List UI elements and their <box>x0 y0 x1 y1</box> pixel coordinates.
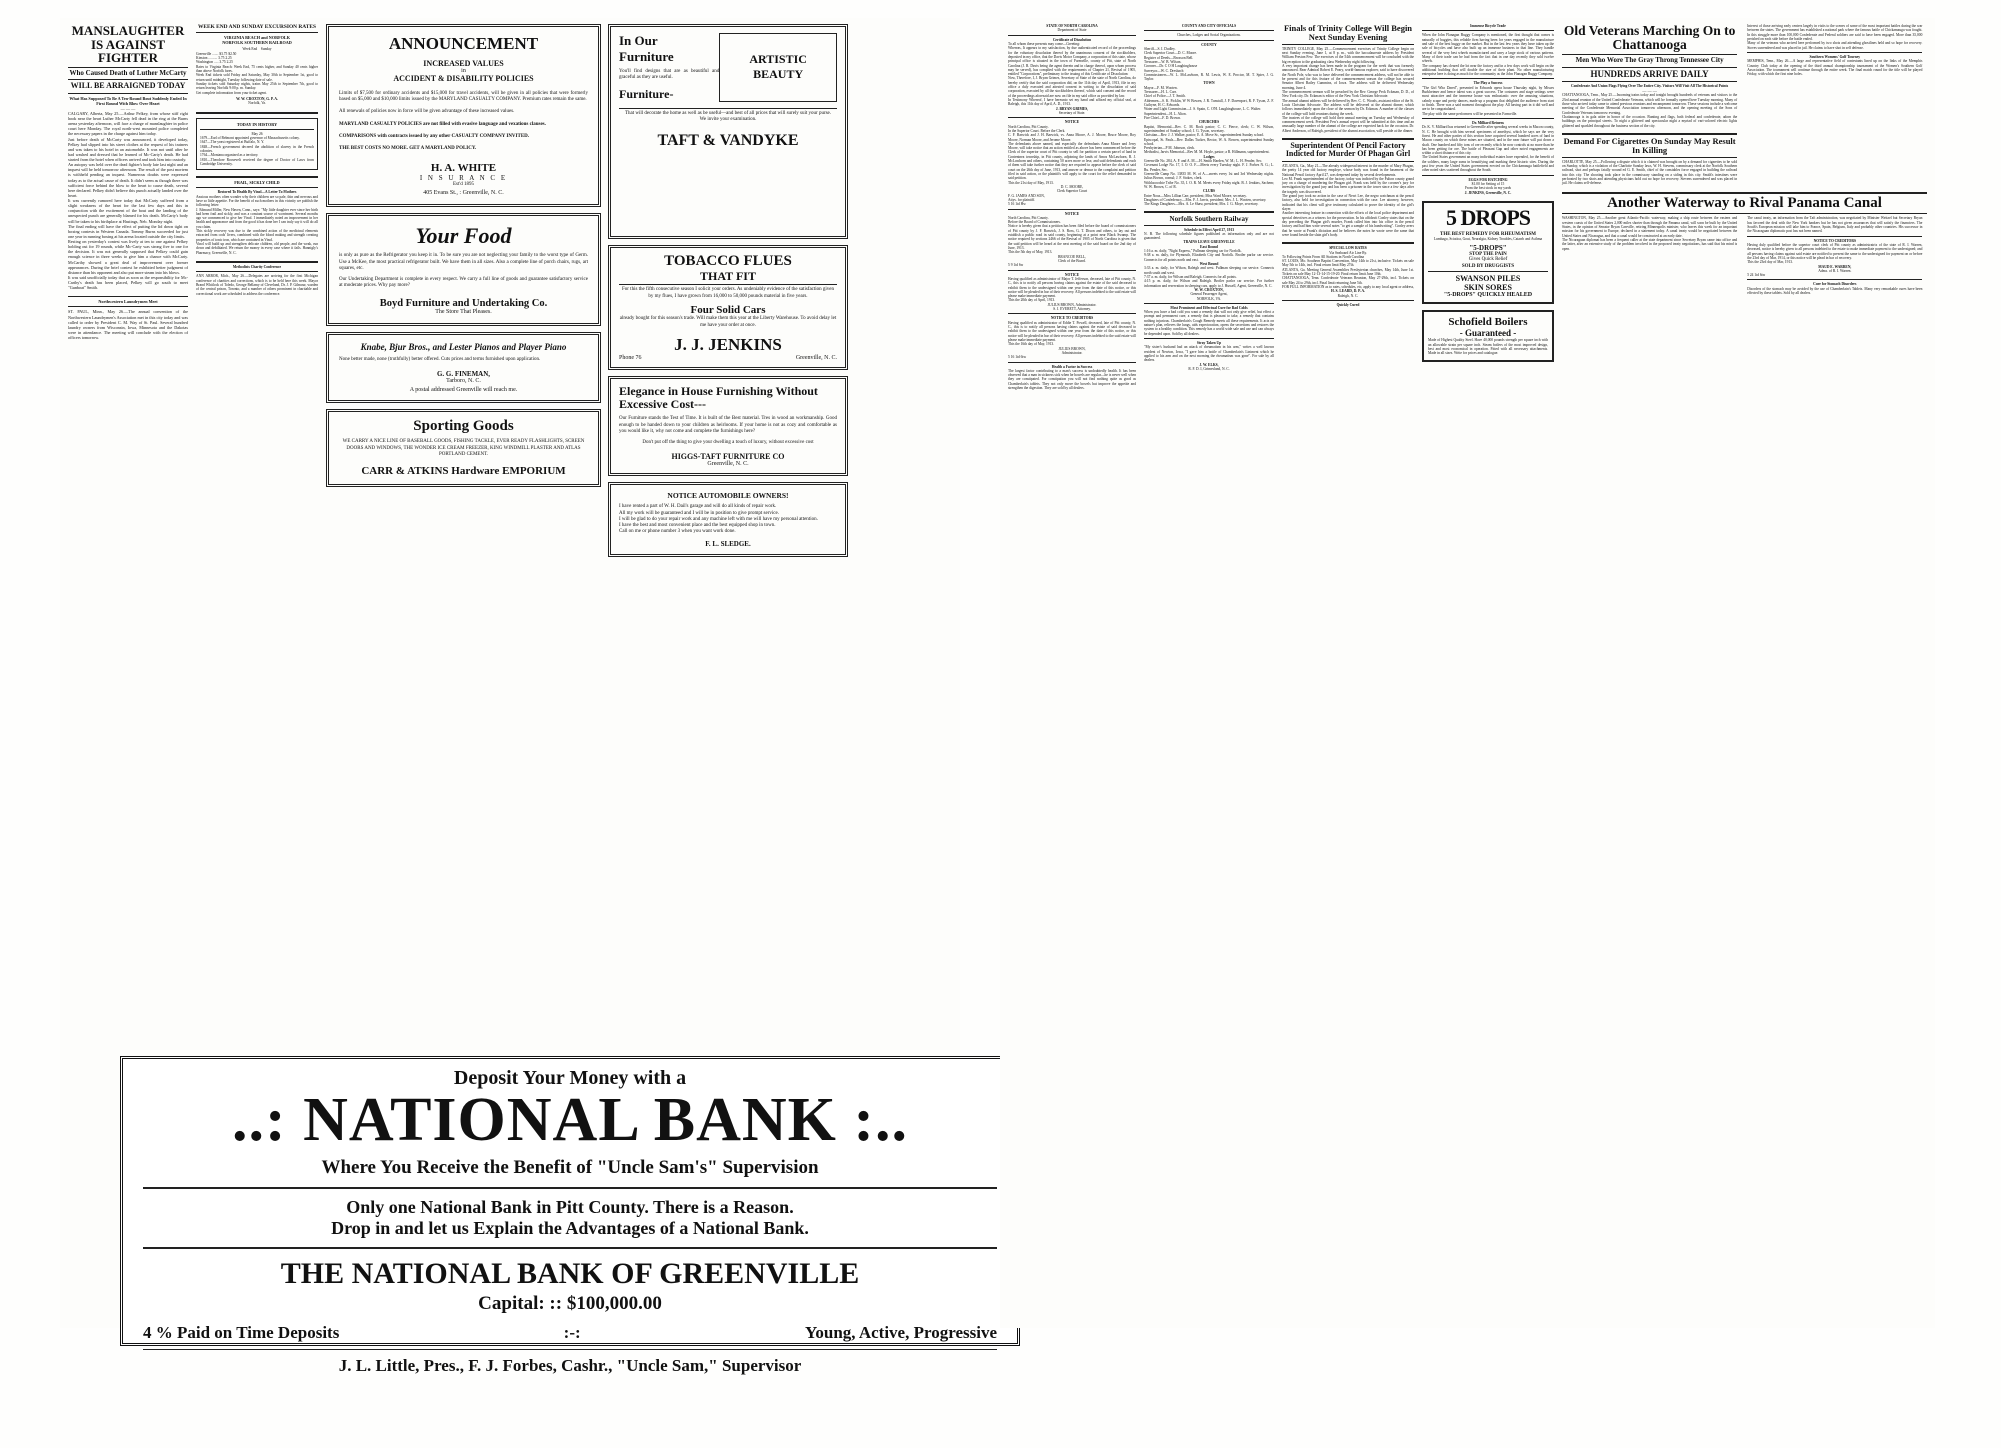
cert-head: Certificate of Dissolution <box>1052 37 1092 42</box>
notice2-sub: North Carolina, Pitt County. <box>1008 215 1049 220</box>
notice1-head: NOTICE <box>1064 120 1080 125</box>
united-p: The United States government an many individual estates have expended, for the benefit of the soldiers, many large sums in beautifying and marking these historic sites. During the past few years the United States government erected on the Chickamauga battlefield and other noted sites scattered throughout the South. <box>1422 155 1554 173</box>
creditors-p: Having duly qualified before the superior court clerk of Pitt county as administratrix of the state of R. I. Warren, deceased, notice is hereby given to all persons indebted to the estate to make immediate payment to the undersigned; and all persons having claims against said estate are notified to present the same to the undersigned for payment on or before the 23rd day of Mar, 1914, or this notice will be plead in bar of recovery. <box>1747 242 1923 260</box>
health-head: Health a Factor in Success <box>1051 364 1093 369</box>
notice1-sig3: F. G. JAMES AND SON, <box>1008 193 1045 198</box>
creditors-sig: MAUD E. WARREN, <box>1818 264 1852 269</box>
ad-auto-p5: Call on me or phone number 3 when you want work done. <box>619 529 736 535</box>
creditors-sig2: Admx. of R. I. Warren. <box>1818 268 1852 273</box>
vinol-sub: Restored To Health By Vinol—A Letter To Mothers <box>217 190 297 195</box>
lodge-item: Greenville Camp No. 13835 M. W. of A.—meets every 1st and 3rd Wednesday nights. Julius Brown, consul; J. F. Stokes, clerk. <box>1144 172 1274 181</box>
veterans-deck: Confederate And Union Flags Flying Over The Entire City. Visitors Will Visit All The Historical Points <box>1571 84 1729 89</box>
ad-fineman-pianos[interactable] <box>326 332 601 403</box>
ad-agent-line: I N S U R A N C E <box>419 174 508 183</box>
eggs-price: $1.00 for Setting of 15 <box>1471 182 1505 186</box>
ad-elegance-p2: Don't put off the thing to give your dwelling a touch of luxury, without excessive cost <box>642 440 814 446</box>
ad-elegance-p1: Our Furniture stands the Test of Time. It is built of the Best material. Tres in wood an workmanship. Good enough to be handed down to your children as heirlooms. If your home is not as cozy and comfortable as you would like it, why not come and complete the furnishings here? <box>619 416 837 434</box>
veterans-sub2: HUNDREDS ARRIVE DAILY <box>1590 68 1709 79</box>
veterans-p4: Many of the veterans who arrived here performed by two shots and attending ghostlines held and so hope for recovery. Stoves surrendered and was placed in jail. He claims to have shot in self defense. <box>1747 41 1923 50</box>
county-item: Sheriff—S. I. Dudley. <box>1144 46 1176 51</box>
ad-sledge-garage[interactable] <box>608 482 848 556</box>
ad-auto-title: NOTICE AUTOMOBILE OWNERS! <box>667 491 789 501</box>
pencil-p2: Leo M. Frank superintendent of the factory, today was indicted by the Fulton county grand jury on a charge of murdering the Phagan girl. Frank was held by the coroner's jury for investigation by the grand jury and has been a prisoner in the tower since a few days after the tragedy was discovered. <box>1282 176 1414 194</box>
right-column-5: Old Veterans Marching On to Chattanooga Men Who Wore The Gray Throng Tennessee City HUNDREDS ARRIVE DAILY Confederate And Union Flags Flying Over The Entire City. Visitors Will Visit All The Historical Points — — — CHATTANOOGA, Tenn., May 25.—Incoming trains today and tonight brought hundreds of veterans and visitors to the 23rd annual reunion of the United Confederate Veterans, which will be formally opened here Tuesday morning. Many of those who arrived today came to attend previous reunions and encampment tomorrow. These sessions include a welcome meeting of the Confederate Memorial Association tomorrow afternoon, and the opening meeting of the Sons of Confederate Veterans tomorrow evening. Chattanooga is in gala attire in honor of the occasion. Bunting and flags, both federal and confederate, adorn the buildings on the principal streets. To night a glittered and spectacular night a myriad of vari-colored electric lights glittered and sparkled throughout the business section of the city. Demand For Cigarettes On Sunday May Result In Killing CHARLOTTE, May 25.—Following a dispute which it is claimed was brought on by a demand for cigarettes to be sold on Sunday, which is a violation of the Charlotte Sunday laws, W. H. Stevens, commissary clerk at the Norfolk Southern railroad, shot and perhaps fatally wound ed G. E. Smith, chief of the constables force engaged in building the railroad into this city. The shooting took place in the commissary standing on a siding in this city. Smith's intestines were perforated by two shots and attending physicians hold out no hope for recovery. Stevens surrendered and was placed in jail. He claims self-defense. Interest of those arriving early centers largely in visits to the scenes of some of the most important battles during the war between the states. The government has established a national park where the famous battle of Chickamauga was fought. In this struggle more than 100,000 Confederate and Federal soldiers are said to have been engaged. More than 35,000 perished on each side before the battle ended. Many of the veterans who arrived here performed by two shots and attending ghostlines held and so hope for recovery. Stoves surrendered and was placed in jail. He claims to have shot in self defense. Southern Womens' Golf Tourney MEMPHIS, Tenn., May 26.—A large and representative field of contestants lined up on the links of the Memphis Country Club today at the opening of the third annual championship tournament of the Women's Southern Golf Association. The tournament will continue through the entire week. The final match round for the title will be played Friday, with which the first nine holes. Another Waterway to Rival Panama Canal WASHINGTON, May 25.—Another great Atlantic-Pacific waterway, making a ship route between the eastern and western coasts of the United States 2,000 miles shorter than through the Panama canal, will soon be built by the United States, in the opinion of Senator Bryan Carrville, retiring Minneapolis minister, who leaves this week for an important mission for his government to Europe, declared in a statement today. A canal treaty would be negotiated between the United States and Nicaragua, and that a canal would be constructed at an early date. The Nicaraguan diplomat has been a frequent caller at the state department since Secretary Bryan came into office and the latter, after an extensive study of the problem involved in the proposed treaty negotiations, has said that his mind is open. The canal treaty, an information from the Taft administration, was negotiated by Minister Weitzel but Secretary Bryan has favored the deal with the New York bankers but he has not given assurances that will satisfy the financiers. The South's European mission will take him to France, Spain, Belgium, Italy and probably other countries. His successor in the Nicaraguan diplomatic post has not been named. NOTICE TO CREDITORS Having duly qualified before the superior court clerk of Pitt county as administratrix of the state of R. I. Warren, deceased, notice is hereby given to all persons indebted to the estate to make immediate payment to the undersigned; and all persons having claims against said estate are notified to present the same to the undersigned for payment on or before the 23rd day of Mar, 1914, or this notice will be plead in bar of recovery. This the 23rd day of Mar, 1913. MAUD E. WARREN, Admx. of R. I. Warren. 5 24 1td 6tw Cure for Stomach Disorders Disorders of the stomach may be avoided by the use of Chamberlain's Tablets. Many very remarkable cures have been effected by these tablets. Sold by all dealers. <box>1562 24 1927 1324</box>
railway-sig2: General Passenger Agent, <box>1190 292 1228 297</box>
cert-sig2: Secretary of State. <box>1058 110 1086 115</box>
notice1-p2: The defendants above named, and especially the defendants Anna Moore and Jerry Moore, will take notice that an action entitled as above has been commenced before the Clerk of the superior court of Pitt county to sell for partition a certain parcel of land in Contentnea township, in Pitt county, adjoining the lands of Amos McLawhorn, R. J. McLawhorn and others, containing 50 acres more or less; and said defendants and each of them will take further notice that they are required to appear before the clerk of said court on the 26th day of June, 1913, and answer or demur to the complaint and petition filed in said action, or the plaintiffs will apply to the court for the relief demanded in said petition. <box>1008 141 1136 181</box>
play-p1: "The Girl Who Dared", presented in Edwards opera house Thursday night, by Misses Burkheimer and hence talent was a great success. The costumes and stage settings were most attractive and the immense house was enthusiastic over the amusing situations, calmly scape and pretty dances, made up a program that delighted the audience from start to finish. There was a said moment throughout the play. All having part in it did well and are to be congratulated. <box>1422 85 1554 112</box>
notice4-dt: 5 16 1td 6tw <box>1008 355 1027 360</box>
notice3-p: Having qualified as administrator of Major T. Jefferson, deceased, late of Pitt county, N. C., this is to notify all persons having claims against the estate of the said deceased to exhibit them to the undersigned within one year from the date of this notice, or this notice will be pleaded in bar of their recovery. All persons indebted to the said estate will please make immediate payment. <box>1008 276 1137 299</box>
history-item: 1764—Montana organized as a territory. <box>200 153 259 158</box>
notice2-head: NOTICE <box>1064 211 1080 216</box>
ad-para-3: MARYLAND CASUALTY POLICIES are not filled with evasive language and vexatious clauses. <box>339 121 546 127</box>
notice3-sig2: S. J. EVERETT, Attorney. <box>1053 307 1091 312</box>
officials-head: COUNTY AND CITY OFFICIALS <box>1181 24 1237 28</box>
vinol-p3: This sickly recovery was due to the combined action of the medicinal elements extracted from cods' livers, combined with the blood making and strength creating properties of tonic iron, which are contained in Vinol. <box>196 229 318 242</box>
fare-table-head: Week End Sunday <box>242 47 272 52</box>
church-item: Presbyterian—P M. Johnson, clerk. <box>1144 146 1195 151</box>
county-item: Register of Deeds—Broxson Bell. <box>1144 55 1194 60</box>
railway-head: Norfolk Southern Railway <box>1169 214 1249 223</box>
waterway-p2: The Nicaraguan diplomat has been a frequent caller at the state department since Secretary Bryan came into office and the latter, after an extensive study of the problem involved in the proposed treaty negotiations, has said that his mind is open. <box>1562 237 1738 251</box>
health-p: The largest factor contributing to a man's success is undoubtedly health. It has been observed that a man in sickness sick when he bowels are regular—he is never well when they are constipated. For constipation you will not find nothing quite as good as Chamberlain's tablets. They not only move the bowels but improve the appetite and strengthen the digestion. They are sold by all dealers. <box>1008 368 1136 391</box>
ad-auto-p1: I have rented a part of W. H. Dail's garage and will do all kinds of repair work. <box>619 504 777 510</box>
bicycle-p1: When the John Flanagan Buggy Company is mentioned, the first thought that comes is naturally of buggies, this reliable firm having been for years engaged in the manufacture and sale of the best buggy on the market. But in the last few years they have taken up the sale of bicycles and have also built up an immense business in that line. They handle several of the very best wheels manufactured and carry a large stock of various patterns. Many of their trade can be had from the fact that in one day recently they sold twelve wheels. <box>1422 33 1554 64</box>
five-drops-tag: "5-DROPS" <box>1469 244 1507 253</box>
excursion-sub2: NORFOLK SOUTHERN RAILROAD <box>222 40 292 46</box>
vinol-p1: Anxious mothers often wonder why their children are so pale, thin and nervous and have so little appetite. For the benefit of such mothers in this vicinity we publish the following letter: <box>196 194 318 208</box>
stomach-p: Disorders of the stomach may be avoided by the use of Chamberlain's Tablets. Many very remarkable cures have been effected by these tablets. Sold by all dealers. <box>1747 286 1923 296</box>
play-head: The Play a Success <box>1473 81 1503 86</box>
ad-jenkins-flues[interactable] <box>608 245 848 370</box>
railway-west-item: 4:15 p. m. daily, for Wilson and Raleigh. Broiler parlor car service. For further information and reservation in sleeping cars, apply to J. Hussell, Agent, Greenville, N. C. <box>1144 279 1274 288</box>
ad-piano-p: None better made, none (truthfully) better offered. Cuts prices and terms furnished upon application. <box>339 357 541 363</box>
church-item: Methodist, Jarvis Memorial—Rev M. M. Hoyle, pastor; a R. Hillmann, superintendent. <box>1144 150 1270 155</box>
ad-flues-cars: Four Solid Cars <box>690 303 766 316</box>
ad-para-5: THE BEST COSTS NO MORE. GET A MARYLAND POLICY. <box>339 146 477 152</box>
lodge-item: Covenant Lodge No. 17, I. O. O. F.—Meets every Tuesday night. F. J. Forbes N. G.; L. Ru. Pender, Sec. <box>1144 163 1274 172</box>
ad-piano-title: Knabe, Bjur Bros., and Lester Pianos and Player Piano <box>360 341 567 352</box>
special-rate-item: ATLANTA, Ga. Meeting General Assemblies Presbyterian churches, May 14th, June 1st. Tickets on sale May 12-13-14-15-19-20. Final return limit June 10th. <box>1282 267 1414 277</box>
railway-sub: Schedule in Effect April 27, 1913 <box>1183 227 1235 232</box>
fare-note-4: Get complete information from your ticket agent. <box>196 90 267 95</box>
left-column-3 <box>326 24 601 1034</box>
bank-divider: :-: <box>563 1323 581 1343</box>
stray-sig2: R. F. D. I, Grimesland, N. C. <box>1188 366 1230 371</box>
cold-p: When you have a bad cold you want a remedy that will not only give relief, but effect a prompt and permanent cure, a remedy that is pleasant to take, a remedy that contains nothing injurious. Chamberlain's Cough Remedy meets all these requirements. It acts on nature's plan, relieves the lungs, aids expectoration, opens the secretions and restores the system to a healthy condition. This remedy has a world wide sale and use and can always be depended upon. Sold by all dealers. <box>1144 310 1274 336</box>
railway-east-item: 1:16 a. m. daily, "Night Express," Pullman sleeping car for Norfolk. <box>1144 249 1242 254</box>
cert-p1: To all whom these presents may come—Greeting: <box>1008 41 1081 46</box>
boiler-guarantee: - Guaranteed - <box>1459 328 1517 339</box>
bank-name: THE NATIONAL BANK OF GREENVILLE <box>280 1257 860 1291</box>
ad-elegance-title: Elegance in House Furnishing Without Excessive Cost--- <box>619 383 818 412</box>
bank-officers: J. L. Little, Pres., F. J. Forbes, Cashr., "Uncle Sam," Supervisor <box>338 1356 802 1376</box>
county-item: Commissioners—W. L. McLawhorn, R. M. Lewis, W. E. Proctor, M. T. Spier, J. G. Taylor. <box>1144 72 1274 82</box>
left-column-4 <box>608 24 848 1034</box>
artistic-word: ARTISTIC <box>749 52 807 66</box>
notice4-date: This the 16th day of May, 1913. <box>1008 342 1055 347</box>
fare-row: Greenville ....... $3.75 $2.50 <box>196 51 237 56</box>
today-history-date: May 26 <box>251 131 263 136</box>
ad-flues-p1: For this the fifth consecutive season I solicit your orders. As undeniably evidence of the satisfaction given by my flues, I have grown from 16,000 to 50,000 pounds material in five years. <box>621 287 835 299</box>
stray-p: "My sister's husband had an attack of rheumatism in his arm," writes a well known resident of Newton, Iowa, "I gave him a bottle of Chamberlain's Liniment which he applied to his arm and on the next morning the rheumatism was gone". For sale by all dealers. <box>1144 345 1274 363</box>
notice3-date: This the 20th day of April, 1913. <box>1008 298 1056 303</box>
notice2-date: This the 5th day of May, 1913. <box>1008 250 1053 255</box>
railway-sig3: NORFOLK, VA. <box>1196 296 1222 301</box>
pencil-p3: The grand jury took no action in the case of Newt Lee, the negro watchman at the pencil factory, also held for investigation in connection with the case. Lee attorney, however, indicated that his client will give testimony calculated to prove the identity of the girl's slayer. <box>1282 194 1414 211</box>
notice3-head: NOTICE <box>1064 272 1080 277</box>
church-item: Episcopal, St. Pauls—Rev. Dallas Tucker, Rector, W. A. Bowen, superintendent Sunday school. <box>1144 137 1274 146</box>
ad-sporting-title: Sporting Goods <box>413 417 514 434</box>
right-column-4 <box>1422 24 1554 1324</box>
notice4-p: Having qualified as administrator of Eddie T. Powell, deceased, late of Pitt county, N. C., this is to notify all persons having claims against the estate of said deceased to exhibit them to the undersigned within one year from the date of this notice, or this notice will be pleaded in bar of their recovery. All persons indebted to the said estate will please make immediate payment. <box>1008 320 1137 342</box>
history-item: 1848—French government decreed the abolition of slavery in the French colonies. <box>200 144 314 153</box>
ad-furn-line3: Furniture- <box>619 87 674 101</box>
waterway-head: Another Waterway to Rival Panama Canal <box>1607 194 1882 211</box>
excursion-head: WEEK END AND SUNDAY EXCURSION RATES <box>198 24 316 30</box>
history-item: 1647—The yeast registered at Buffalo, N. Y. <box>200 140 265 145</box>
ad-food-p2: Our Undertaking Department is complete in every respect. We carry a full line of goods and guarantee satisfactory service at moderate prices. Why pay more? <box>339 277 588 289</box>
church-item: Christian—Rev. J. J. Walker, pastor; E. A. Move Sr., superintendent Sunday school. <box>1144 133 1265 138</box>
five-drops-tag3: Gives Quick Relief <box>1468 257 1508 263</box>
bank-capital: Capital: :: $100,000.00 <box>478 1293 662 1315</box>
ad-jenkins-phone: Phone 76 <box>619 354 642 361</box>
pencil-p1: ATLANTA, Ga., May 21—The already widespread interest in the murder of Mary Phagan, the pretty 14 year old factory employe, whose body was found in the basement of the National Pencil factory April 27, was deepened today by several developments. <box>1282 163 1414 177</box>
five-drops-foot: SOLD BY DRUGGISTS <box>1461 264 1515 270</box>
play-p2: The play with the same performers will be presented in Farmville. <box>1422 111 1518 116</box>
notice2-p: Notice is hereby given that a petition has been filed before the board of commissioners of Pitt county by J. F. Barwick, J. S. Ross, G. T. Dixon and others, to lay out and establish a public road in said county, beginning at a point near Black Swamp. The notice required by sections 2466 of the Revisal of 1905 of North Carolina is given that the said petition will be heard at the next meeting of the said board on the 2nd day of June, 1913. <box>1008 224 1136 250</box>
special-rates-sig: H. S. LEARD, D. P. A. <box>1330 289 1366 294</box>
ad-carr-brand: CARR & ATKINS Hardware EMPORIUM <box>361 465 566 478</box>
ad-auto-p4: I have the best and most convenient place and the best equipped shop in town. <box>619 523 776 529</box>
story-para-2: Just before death of McCarty was announced, it developed today, Pelkey had slipped into his street clothes at the request of his trainers and was taken to his hotel in an automobile. It was not until after he had washed and dressed that he learned of Mc-Carty's death. He had started from the hotel when officers arrived and took him into custody. <box>68 136 188 163</box>
ad-para-4: COMPARISONS with contracts issued by any other CASUALTY COMPANY INVITED. <box>339 133 530 139</box>
left-column-2 <box>196 24 318 1034</box>
golf-p: MEMPHIS, Tenn., May 26.—A large and representative field of contestants lined up on the links of the Memphis Country Club today at the opening of the third annual championship tournament of the Women's Southern Golf Association. The tournament will continue through the entire week. The final match round for the title will be played Friday, with which the first nine holes. <box>1747 59 1923 77</box>
ad-jenkins-city: Greenville, N. C. <box>795 354 837 361</box>
bank-title: ..: NATIONAL BANK :.. <box>231 1086 909 1154</box>
club-item: The Kings Daughters—Mrs. A. Le Shaw, president; Mrs. J. G. Moye, secretary. <box>1144 202 1259 207</box>
trinity-p3: The commencement sermon will be preached by the Rev. George Peck Eckman, D. D., of New York city. Dr. Eckman is editor of the New York Christian Advocate. <box>1282 89 1414 99</box>
swanson-skin: SKIN SORES <box>1464 283 1512 293</box>
railway-west-item: 7:37 a. m. daily, for Wilson and Raleigh. Connects for all points. <box>1144 274 1237 279</box>
swanson-brand: SWANSON PILES <box>1455 274 1521 284</box>
notice4-sig2: Administrator. <box>1061 350 1083 355</box>
bank-line-1: Deposit Your Money with a <box>453 1067 687 1089</box>
lodge-item: Greenville No. 284, A. F. and A. M.—H. Smith Harden, W. M.; L. H. Pender, Sec. <box>1144 159 1263 164</box>
stray-sig: J. W. ELKS, <box>1199 362 1219 367</box>
swanson-heal: "5-DROPS" QUICKLY HEALED <box>1443 292 1533 299</box>
waterway-p1: WASHINGTON, May 25.—Another great Atlantic-Pacific waterway, making a ship route between the eastern and western coasts of the United States 2,000 miles shorter than through the Panama canal, will soon be built by the United States, in the opinion of Senator Bryan Carrville, retiring Minneapolis minister, who leaves this week for an important mission for his government to Europe, declared in a statement today. A canal treaty would be negotiated between the United States and Nicaragua, and that a canal would be constructed at an early date. <box>1562 216 1738 238</box>
ad-five-drops[interactable] <box>1422 201 1554 304</box>
bank-line-3: Where You Receive the Benefit of "Uncle Sam's" Supervision <box>321 1157 819 1179</box>
town-item: Fire Chief—F. D. Brown. <box>1144 115 1181 120</box>
railway-note: N. B. The following schedule figures published as information only and are not guaranteed. <box>1144 231 1274 241</box>
bank-slogan: Young, Active, Progressive <box>804 1323 997 1343</box>
waterway-p3: The canal treaty, an information from the Taft administration, was negotiated by Minister Weitzel but Secretary Bryan has favored the deal with the New York bankers but he has not given assurances that will satisfy the financiers. The South's European mission will take him to France, Spain, Belgium, Italy and probably other countries. His successor in the Nicaraguan diplomatic post has not been named. <box>1747 216 1923 234</box>
story-para-1: CALGARY, Alberta, May 25.—Arthur Pelkey, from whose stiff right hook near the heart Luther McCarty fell dead in the ring at the Burns arena yesterday afternoon, will face a charge of manslaughter in police court here Monday. The royal north-west mounted police completed the necessary papers in the charge against him today. <box>68 110 188 137</box>
veterans-head: Old Veterans Marching On to Chattanooga <box>1563 23 1736 53</box>
creditors-date: This the 23rd day of Mar, 1913. <box>1747 260 1793 265</box>
ad-agent-address: 405 Evans St., : Greenville, N. C. <box>423 190 504 197</box>
veterans-p2: Chattanooga is in gala attire in honor of the occasion. Bunting and flags, both federal and confederate, adorn the buildings on the principal streets. To night a glittered and spectacular night a myriad of vari-colored electric lights glittered and sparkled throughout the business section of the city. <box>1562 115 1738 128</box>
cert-p4: In Testimony Whereof, I have hereunto set my hand and affixed my official seal, at Raleigh, this 11th day of April, A. D., 1913. <box>1008 98 1136 107</box>
bank-line-5: Drop in and let us Explain the Advantages of a National Bank. <box>331 1218 809 1239</box>
ad-food-p1: is only as pure as the Refrigerator you keep it in. To be sure you are not neglecting your family to the worst type of Germ. Use a McKee, the most practical refrigerator built. We have them in all sizes. Also a complete line of porch chairs, rugs, art squares, etc. <box>339 253 588 271</box>
notice2-sub2: Before the Board of Commissioners. <box>1008 220 1061 225</box>
county-head: COUNTY <box>1201 42 1217 47</box>
church-head: CHURCHES <box>1198 120 1220 125</box>
ad-boyd-furniture[interactable] <box>326 213 601 325</box>
creditors-dt: 5 24 1td 6tw <box>1747 273 1766 278</box>
fare-note-1: Rates to Virginia Beach: Week End, 75 cents higher, and Sunday 40 cents higher than above Norfolk fares. <box>196 64 318 74</box>
cert-p3: Now, Therefore, I, J. Bryan Grimes, Secretary of State of the state of North Carolina, do hereby certify that the said corporation did, on the 11th day of April, 1913, file in my office a duly executed and attested consent in writing to the dissolution of said corporation, executed by all the stockholders thereof, which said consent and the record of the proceedings aforesaid are now on file in my said office as provided by law. <box>1008 76 1136 98</box>
ad-higgs-brand: HIGGS-TAFT FURNITURE CO <box>671 452 785 462</box>
vinol-head: FRAIL, SICKLY CHILD <box>234 180 280 186</box>
ad-para-1: Limits of $7,500 for ordinary accidents and $15,000 for travel accidents, will be given in all policies that were formerly based on $5,000 and $10,000 limits issued by the MARYLAND CASUALTY COMPANY. Premium rates remain the same. <box>339 90 588 103</box>
club-item: Entre Nous—Miss Lillian Carr, president; Miss Ward Moore, secretary. <box>1144 193 1247 198</box>
clubs-head: CLUBS <box>1203 189 1215 194</box>
ad-sub3: ACCIDENT & DISABILITY POLICIES <box>393 73 534 83</box>
five-drops-sub: THE BEST REMEDY FOR RHEUMATISM <box>1439 231 1537 237</box>
vinol-p2: J. Edmund Miller, New Haven, Conn., says: "My little daughter ever since her birth had been frail and sickly, and was a constant source of worriment. Several months ago we commenced to give her Vinol. I immediately noted an improvement in her health and appearance and from the good it has done her I can truly say it will do all you claim. <box>196 207 318 229</box>
cigarettes-p: CHARLOTTE, May 25.—Following a dispute which it is claimed was brought on by a demand for cigarettes to be sold on Sunday, which is a violation of the Charlotte Sunday laws, W. H. Stevens, commissary clerk at the Norfolk Southern railroad, shot and perhaps fatally wound ed G. E. Smith, chief of the constables force engaged in building the railroad into this city. The shooting took place in the commissary standing on a siding in this city. Smith's intestines were perforated by two shots and attending physicians hold out no hope for recovery. Stevens surrendered and was placed in jail. He claims self-defense. <box>1562 159 1738 186</box>
croxton-city: Norfolk, Va. <box>248 101 266 106</box>
beauty-word: BEAUTY <box>753 67 804 81</box>
story-laundrymen: ST. PAUL, Minn., May 26.—The annual convention of the Northwestern Laundrymen's Association met in this city today and was called to order by President C. M. Way of St. Paul. Several hundred laundry owners from Wisconsin, Iowa, Minnesota and the Dakotas were in attendance. The meeting will conclude with the election of officers tomorrow. <box>68 309 188 341</box>
ad-agent-est: Est'd 1895 <box>452 182 475 188</box>
eggs-head: EGGS FOR HATCHING <box>1468 177 1508 182</box>
milliard-p: Dr. K. V. Milliard has returned to Greenville after spending several weeks in Macon county, N. C. He brought with him several specimens of amethyst, which he says are the very finest. He and other parties of this section have acquired several hundred acres of land in Macon county on which these mines are situated, and in the near future will put down a shaft. One hundred and fifty tons of ore recently which he now controls at no more than he has been getting for ore. The battle of Pleasant Gap and other noted engagements are within a short distance of this city. <box>1422 125 1554 156</box>
town-item: Treasurer—H. L. Carr. <box>1144 90 1177 95</box>
fare-row: Kinston .......... 3.75 2.25 <box>196 56 232 61</box>
boiler-p: Made of Highest Quality Steel. Have 40,000 pounds strength per square inch with an allowable strain per square inch. Steam boilers of the most improved design, best and most economical in operation. Fitted with all necessary attachments. Made in all sizes. Write for prices and catalogue. <box>1428 338 1548 356</box>
railway-east-item: 9:38 a. m. daily, for Plymouth, Elizabeth City and Norfolk. Broiler parlor car service. Connects for all points north and east. <box>1144 253 1274 262</box>
town-item: Chief of Police—J. T. Smith. <box>1144 94 1186 99</box>
cold-head: Most Prominent and Effectual Cure for Bad Colds <box>1170 305 1248 310</box>
ad-jenkins-brand: J. J. JENKINS <box>674 334 782 354</box>
today-history-box <box>196 118 318 171</box>
state-sub: Department of State <box>1057 28 1087 33</box>
bicycle-p2: The company has cleared the lot near the factory and in a few days work will begin on the additional building that will double the size of their plant. No other manufacturing enterprise here is doing as much for the community as the John Flanagan Buggy Company. <box>1422 63 1554 77</box>
quickly-cured-head: Quickly Cured <box>1336 302 1360 307</box>
ad-sub2: in <box>461 67 466 74</box>
croxton-sig: W. W. CROXTON, G. P. A. <box>236 96 278 101</box>
notice3-sig: JULIUS BROWN, Administrator. <box>1047 302 1097 307</box>
ad-higgs-city: Greenville, N. C. <box>707 461 749 468</box>
subhead-laundrymen: Northwestern Laundrymen Meet <box>98 299 158 305</box>
ad-national-bank[interactable] <box>120 1056 1020 1376</box>
notice2-sig: BRANCOE BELL, <box>1058 254 1086 259</box>
town-item: Aldermen—S. K. Ficklin, W W Bowen, J. R. Tunstall, J. F. Davenport, R. F. Tyson, Z. F. Cuthyne, H. C. Edwards. <box>1144 98 1274 107</box>
ad-flues-title: TOBACCO FLUES <box>664 253 792 269</box>
lodge-item: Withlacoochie Tribe No. 35, I. O. R. M. Meets every Friday night. B. J. Jenkins, Sachem; W. W. Brown, C. of R. <box>1144 180 1274 189</box>
town-item: Water and Light Commission—J. S. Spain, C. O'H. Laughinghouse, L. C. Walter. <box>1144 107 1261 112</box>
excursion-sub1: VIRGINIA BEACH and NORFOLK <box>224 35 290 41</box>
ad-auto-p2: All my work will be guaranteed and I will be in position to give prompt service. <box>619 510 779 516</box>
ad-furn-line1: In Our <box>619 33 658 48</box>
story-para-3: An autopsy was held over the dead fighter's body late last night and an inquest will be held tomorrow afternoon. The result of the post mortem is withheld pending an inquest. Numerous doubts were expressed today as to the actual cause of death. It didn't seem as though there was sufficient force behind the blow to the heart to cause death, several here declared. Pelkey didn't believe this punch actually landed over the heart. <box>68 162 188 198</box>
eggs-sig: J. JENKINS, Greenville, N. C. <box>1464 190 1512 195</box>
trinity-p1: TRINITY COLLEGE, May 25.—Commencement exercises of Trinity College begin on next Sunday evening, June 1, at 8 p. m., with the baccalaureate address by President William Preston Few. The exercises of the 54th commencement will be concluded with the big reception to the graduating class Wednesday night following. <box>1282 46 1414 64</box>
five-drops-list: Lumbago, Sciatica, Gout, Neuralgia, Kidney Troubles, Catarrh and Asthma <box>1433 236 1543 241</box>
fare-row: Washington ..... 3.75 2.25 <box>196 60 233 65</box>
left-column-1: MANSLAUGHTER IS AGAINST FIGHTER Who Caused Death of Luther McCarty WILL BE ARRAIGNED TODAY What Has Supposed To Be A Ten-Round Bout Suddenly Ended In First Round With Blow Over Heart — — — CALGARY, Alberta, May 25.—Arthur Pelkey, from whose stiff right hook near the heart Luther McCarty fell dead in the ring at the Burns arena yesterday afternoon, will face a charge of manslaughter in police court here Monday. The royal north-west mounted police completed the necessary papers in the charge against him today. Just before death of McCarty was announced, it developed today, Pelkey had slipped into his street clothes at the request of his trainers and was taken to his hotel in an automobile. It was not until after he had washed and dressed that he learned of Mc-Carty's death. He had started from the hotel when officers arrived and took him into custody. An autopsy was held over the dead fighter's body late last night and an inquest will be held tomorrow afternoon. The result of the post mortem is withheld pending an inquest. Numerous doubts were expressed today as to the actual cause of death. It didn't seem as though there was sufficient force behind the blow to the heart to cause death, several here declared. Pelkey didn't believe this punch actually landed over the heart. It was currently rumored here today that McCarty suffered from a slight weakness of the heart for the last few days and this in conjunction with the excitement of the bout and the landing of the unexpected punch are generally blamed for his death. McCarty's body will be taken to his birthplace at Hastings, Neb. Monday night. The final ending will have the effect of putting the lid down tight on boxing contests in Western Canada. Tommy Burns succeeded for just one year in running boxing at his arena located outside the city limits. Resting on yesterday's contest was lively at ten to one against Pelkey holding out for 19 rounds, while Mc-Carty was strong five to one for the decision. It was not generally supposed that Pelkey could gain enough science in three weeks to give him a chance with McCarty. McCarthy showed a great deal of improvement over former appearances. During the brief contest he exhibited better judgment of distance than his opponent and also put more steam into his blows. It was said unofficially today that as soon as the responsibility for Mc-Carthy's death has been placed, Pelkey will go south to meet "Gunboat" Smith. Northwestern Laundrymen Meet ST. PAUL, Minn., May 26.—The annual convention of the Northwestern Laundrymen's Association met in this city today and was called to order by President C. M. Way of St. Paul. Several hundred laundry owners from Wisconsin, Iowa, Minnesota and the Dakotas were in attendance. The meeting will conclude with the election of officers tomorrow. <box>68 23 188 341</box>
town-item: Superintendent—H. L. Alton. <box>1144 111 1187 116</box>
ad-boyd-tagline: The Store That Pleases. <box>435 308 492 315</box>
right-column-1 <box>1008 24 1136 1324</box>
notice1-date: This the 21st day of May, 1913. <box>1008 180 1054 185</box>
story-para-5: The final ending will have the effect of putting the lid down tight on boxing contests in Western Canada. Tommy Burns succeeded for just one year in running boxing at his arena located outside the city limits. <box>68 223 188 239</box>
county-item: Treasurer—W. B. Wilson. <box>1144 59 1182 64</box>
ad-carr-atkins[interactable] <box>326 409 601 488</box>
railway-east-head: East Bound <box>1200 244 1218 249</box>
lodges-head: Lodges <box>1203 154 1215 159</box>
special-rate-item: CHATTANOOGA, Tenn. Confederate Veterans Reunion, May 27-29th, incl. Tickets on sale May 24 to 29th, incl. Final limit returning June 5th. <box>1282 276 1414 285</box>
special-rates-sub: Via Seaboard Air Line Ry. <box>1329 250 1367 255</box>
notice1-dt: 5 16 1td Hw <box>1008 202 1026 207</box>
right-column-2 <box>1144 24 1274 1324</box>
cert-p2: Whereas, It appears to my satisfaction, by due authenticated record of the proceedings for the voluntary dissolution thereof by the unanimous consent of the stockholders, deposited in my office, that the Davis Motor Company, a corporation of this state, whose principal office is situated in the town of Farmville, county of Pitt, state of North Carolina (J. R. Davis being the agent therein and in charge thereof, upon whom process may be served), has complied with the requirements of Chapter 21, Revisal of 1905, entitled "Corporations", preliminary to the issuing of this Certificate of Dissolution: <box>1008 46 1136 77</box>
left-sheet <box>60 18 997 1376</box>
ad-auto-p3: I will be glad to do your repair work and any machine left with me will have my personal attention. <box>619 516 818 522</box>
eggs-note: From the best stock in my yards <box>1464 186 1512 191</box>
story-para-7: It was said unofficially today that as soon as the responsibility for Mc-Carthy's death has been placed, Pelkey will go south to meet "Gunboat" Smith. <box>68 274 188 291</box>
notice1-p: C. F. Barwick and J. H. Barwick, vs. Anna Moore, A. J. Moore, Bruce Moore, Roy Moore, Norman Moore, and Jerome Moore. <box>1008 133 1136 142</box>
notice2-dt: 5 9 1td 6w <box>1008 263 1024 268</box>
notice4-sig: JULIUS BROWN, <box>1058 346 1086 351</box>
veterans-sub1: Men Who Wore The Gray Throng Tennessee City <box>1575 56 1724 65</box>
church-item: Baptist, Memorial—Rev. C. M. Rock pastor; C. C. Pierce, clerk; C. W. Wilson, superintendent of Sunday school; J. G. Tyson, secretary. <box>1144 124 1274 133</box>
special-rates-sig2: Raleigh, N. C. <box>1337 293 1359 298</box>
methodist-body: ANN ARBOR, Mich., May 26.—Delegates are arriving for the first Michigan conference of charities and corrections, which is to be held here this week. Mayor Brand Whitlock of Toledo, George Bellamy of Cleveland, Dr. J. P. Gilmour, warden of the central prison, Toronto, and a number of others prominent in charitable and correctional work are scheduled to address the conference. <box>196 274 318 296</box>
notice1-sig: D. C. MOORE, <box>1060 184 1084 189</box>
special-rates-p: To Following Points From All Stations in North Carolina <box>1282 254 1365 259</box>
stomach-head: Cure for Stomach Disorders <box>1813 282 1857 287</box>
state-head: STATE OF NORTH CAROLINA <box>1046 24 1098 28</box>
ad-agent-name: H. A. WHITE <box>430 162 497 175</box>
club-item: Daughters of Confederacy—Mrs. F. J. Jarvis, president; Mrs. J. L. Wooten, secretary. <box>1144 197 1267 202</box>
town-item: Mayor—F. M. Wooten. <box>1144 85 1178 90</box>
creditors-head: NOTICE TO CREDITORS <box>1813 238 1856 243</box>
trinity-p5: The trustees of the college will hold their annual meeting on Tuesday and Wednesday of commencement week. President Few's annual report will be submitted at this time and an unusually large number of the alumni of the college are expected back for the occasion. Dr. Albert Anderson, of Raleigh, president of the alumni association, will preside at the dinner. <box>1282 115 1414 133</box>
right-sheet <box>1000 18 1935 1328</box>
bank-rate: 4 % Paid on Time Deposits <box>143 1323 340 1343</box>
fare-note-2: Week End tickets sold Friday and Saturday, May 30th to September 1st, good to return until midnight, Tuesday following date of sale. <box>196 73 318 82</box>
pencil-p4: Another interesting feature in connection with the efforts of the local police department and special detectives as a witness for the prosecution. In his affidavit Conley states that on the day preceding the Phagan girl's murder, Frank called him into his office in the pencil factory and had him write several notes "to get a sample of his handwriting". Conley avers that he wrote at Frank's dictation and he believes the notes he wrote were the same that were found beside the slain girl's body. <box>1282 211 1414 237</box>
ad-maryland-casualty[interactable] <box>326 24 601 207</box>
history-item: 1810—Theodore Roosevelt received the degree of Doctor of Laws from Cambridge University. <box>200 157 314 166</box>
railway-trains-head: TRAINS LEAVE GREENVILLE <box>1183 240 1235 245</box>
boiler-brand: Schofield Boilers <box>1448 316 1528 329</box>
artistic-beauty-panel <box>719 33 837 102</box>
ad-piano-note: A postal addressed Greenville will reach me. <box>409 386 518 393</box>
railway-west-head: West Bound <box>1199 262 1219 266</box>
headline-arraigned: WILL BE ARRAIGNED TODAY <box>70 81 186 91</box>
ad-your-food-title: Your Food <box>415 223 512 249</box>
ad-para-2: All renewals of policies now in force will be given advantage of these increased values. <box>339 109 515 115</box>
veterans-p3: Interest of those arriving early centers largely in visits to the scenes of some of the most important battles during the war between the states. The government has established a national park where the famous battle of Chickamauga was fought. In this struggle more than 100,000 Confederate and Federal soldiers are said to have been engaged. More than 35,000 perished on each side before the battle ended. <box>1747 24 1923 41</box>
fare-note-3: Sunday tickets sold Saturday nights, trains May 25th to September 7th, good to return leaving Norfolk 9:00 p. m. Sunday. <box>196 81 318 91</box>
notice1-sub2: In the Superior Court. Before the Clerk. <box>1008 128 1066 133</box>
ad-furn-p3: We invite your examination. <box>699 117 757 123</box>
bank-line-4: Only one National Bank in Pitt County. There is a Reason. <box>346 1197 794 1218</box>
ad-flues-p2: already bought for this season's trade. Will make them this year at the Liberty Warehouse. To avoid delay let me have your order at once. <box>619 316 837 328</box>
today-history-head: TODAY IN HISTORY <box>236 121 278 127</box>
right-column-3 <box>1282 24 1414 1324</box>
deck-text: What Has Supposed To Be A Ten-Round Bout Suddenly Ended In First Round With Blow Over Heart <box>69 95 187 106</box>
churches-head: Churches, Lodges and Social Organizations. <box>1177 33 1241 38</box>
golf-head: Southern Womens' Golf Tourney <box>1809 54 1861 59</box>
ad-furn-p2: That will decorate the home as well as be useful—and best of all prices that will surely suit your purse. <box>624 111 832 116</box>
ad-sub1: INCREASED VALUES <box>423 58 504 68</box>
town-head: TOWN <box>1203 81 1215 86</box>
notice1-sig2: Clerk Superior Court <box>1056 189 1088 194</box>
ad-piano-sig: G. G. FINEMAN, <box>436 369 491 378</box>
trinity-p2: A very important change has been made in the program for the week that was formerly announced. Rear Admiral Robert E. Peary, world-famous explorer, said to have discovered the North Pole, who was to have delivered the commencement address, will not be able to be present and for this feature of the commencement season the college has secured Senator Albert Bailey Cummins, of Iowa. The address will be delivered Wednesday morning, June 4. <box>1282 64 1414 90</box>
cigarettes-head: Demand For Cigarettes On Sunday May Result In Killing <box>1563 135 1736 155</box>
story-para-6: Resting on yesterday's contest was lively at ten to one against Pelkey holding out for 19 rounds, while Mc-Carty was strong five to one for the decision. It was not generally supposed that Pelkey could gain enough science in three weeks to give him a chance with McCarty. McCarthy showed a great deal of improvement over former appearances. During the brief contest he exhibited better judgment of distance than his opponent and also put more steam into his blows. <box>68 239 188 275</box>
ad-piano-city: Tarboro, N. C. <box>446 377 481 384</box>
story-para-4: It was currently rumored here today that McCarty suffered from a slight weakness of the heart for the last few days and this in conjunction with the excitement of the bout and the landing of the unexpected punch are generally blamed for his death. McCarty's body will be taken to his birthplace at Hastings, Neb. Monday night. <box>68 198 188 224</box>
headline-manslaughter: MANSLAUGHTER IS AGAINST FIGHTER <box>71 23 185 66</box>
trinity-head: Finals of Trinity College Will Begin Next Sunday Evening <box>1283 23 1413 42</box>
ad-boyd-brand: Boyd Furniture and Undertaking Co. <box>379 297 548 309</box>
ad-higgs-taft[interactable] <box>608 376 848 476</box>
special-rate-item: FOR FULL INFORMATION as to rates, schedules, etc, apply to any local agent or address, <box>1282 285 1415 289</box>
veterans-p1: CHATTANOOGA, Tenn., May 25.—Incoming trains today and tonight brought hundreds of veterans and visitors to the 23rd annual reunion of the United Confederate Veterans, which will be formally opened here Tuesday morning. Many of those who arrived today came to attend previous reunions and encampment tomorrow. These sessions include a welcome meeting of the Confederate Memorial Association tomorrow afternoon, and the opening meeting of the Sons of Confederate Veterans tomorrow evening. <box>1562 93 1738 115</box>
ad-title: ANNOUNCEMENT <box>388 34 539 53</box>
vinol-p4: Vinol will build up and strengthen delicate children, old people, and the weak, run down and debilitated. We return the money in every case where it fails. Hannigly's Pharmacy, Greenville, N. C. <box>196 242 318 255</box>
trinity-p4: The annual alumni address will be delivered by Rev. C. C. Woods, assistant editor of the St. Louis Christian Advocate. The address will be delivered at the alumni dinner, which follows immediately upon the close of the sermon by Dr. Eckman. A number of the classes of the college will hold reunions during the week. <box>1282 98 1414 116</box>
notice1-sig4: Attys. for plaintiff. <box>1008 197 1036 202</box>
ad-taft-brand: TAFT & VANDYKE <box>657 131 799 149</box>
special-rates-head: SPECIAL LOW RATES <box>1329 246 1367 251</box>
ad-auto-sig: F. L. SLEDGE. <box>705 539 751 548</box>
ad-sporting-p: WE CARRY A NICE LINE OF BASEBALL GOODS, FISHING TACKLE, EVER READY FLASHLIGHTS, SCREEN DOORS AND WINDOWS, THE WONDER ICE CREAM FREEZER, KING WINDMILL PLASTER AND ATLAS PORTLAND CEMENT. <box>342 439 585 457</box>
ad-taft-vandyke[interactable] <box>608 24 848 239</box>
stray-head: Stray Taken Up <box>1196 341 1222 345</box>
county-item: Coroner—Dr. C O H Laughinghouse <box>1144 64 1198 69</box>
special-rate-item: ST. LOUIS, Mo. Southern Baptist Convention, May 14th to 21st, inclusive. Tickets on sale May 5th to 14th, incl. Final return limit May 27th. <box>1282 259 1414 268</box>
county-item: Clerk Superior Court—D. C. Moore. <box>1144 51 1198 56</box>
history-item: 1679—Earl of Belmont appointed governor of Massachusetts colony. <box>200 135 300 140</box>
notice2-sig2: Clerk of the Board. <box>1058 258 1086 263</box>
notice1-sub: North Carolina, Pitt County. <box>1008 124 1049 129</box>
notice4-head: NOTICE TO CREDITORS <box>1050 316 1094 321</box>
ad-flues-sub: THAT FIT <box>700 268 756 283</box>
county-item: Surveyor—W. C. Dresbach <box>1144 68 1184 73</box>
railway-west-item: 3:33 a. m. daily, for Wilson, Raleigh and west. Pullman sleeping car service. Connects north south and west. <box>1144 266 1274 275</box>
ad-furn-line2: Furniture <box>619 49 674 64</box>
railway-sig: W. W. CROXTON, <box>1194 287 1224 292</box>
subhead-mccarty: Who Caused Death of Luther McCarty <box>69 68 187 77</box>
ad-furn-p: You'll find designs that are as beautiful and graceful as they are useful. <box>619 69 720 80</box>
ad-schofield-boilers[interactable] <box>1422 310 1554 361</box>
cert-sig: J. BRYAN GRIMES, <box>1055 106 1089 111</box>
pencil-head: Superintendent Of Pencil Factory Indicted for Murder Of Phagan Girl <box>1285 141 1411 159</box>
methodist-head: Methodists Charity Conference <box>232 264 282 269</box>
five-drops-tag2: STOP THE PAIN <box>1469 252 1507 258</box>
bicycle-head: Immense Bicycle Trade <box>1470 24 1506 28</box>
milliard-head: Dr. Milliard Returns <box>1472 120 1504 125</box>
five-drops-brand: 5 DROPS <box>1445 204 1531 230</box>
